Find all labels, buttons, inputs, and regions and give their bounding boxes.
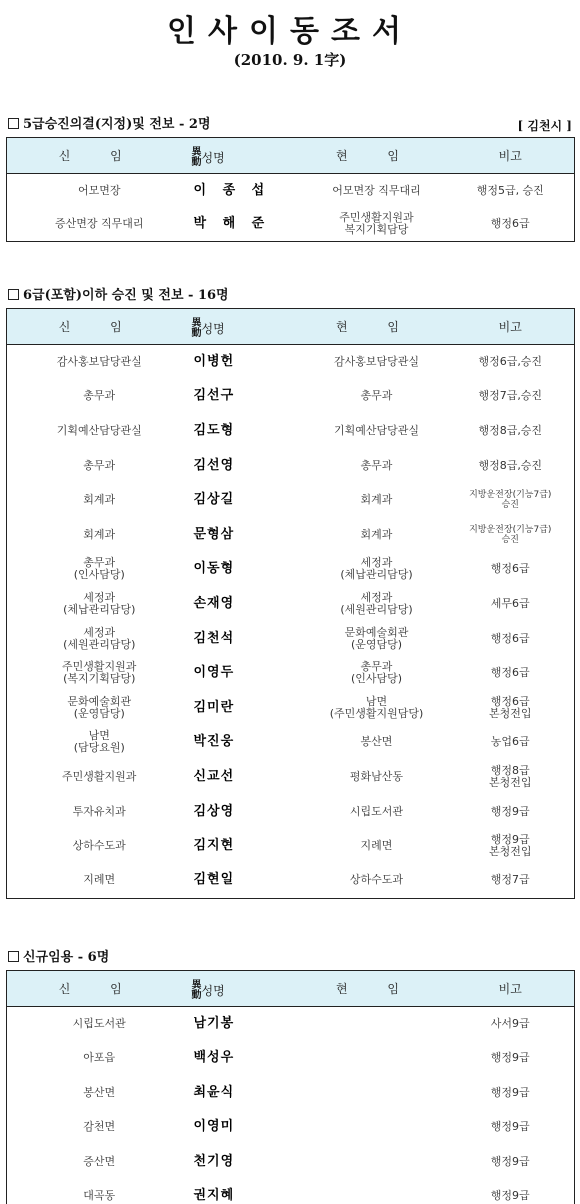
cell-new-post: 감사홍보담당관실 (56, 355, 142, 369)
cell-new-post: 대곡동 (83, 1189, 116, 1202)
checkbox-square-icon (8, 951, 19, 962)
section3-title: 신규임용 - 6명 (8, 946, 109, 965)
table-row (7, 1007, 575, 1042)
cell-name: 권지혜 (193, 1188, 235, 1203)
table-row (7, 345, 575, 380)
cell-name: 김지현 (193, 838, 235, 854)
table-row (7, 1110, 575, 1145)
cell-note: 행정5급, 승진 (476, 183, 544, 197)
cell-name: 백성우 (193, 1050, 235, 1066)
cell-new-post: 회계과 (83, 527, 116, 541)
cell-name: 박진웅 (193, 734, 235, 750)
cell-current-post (307, 1145, 447, 1180)
cell-name: 김미란 (193, 699, 235, 715)
table-row (7, 587, 575, 622)
cell-note: 행정8급,승진 (478, 458, 543, 472)
cell-note: 지방운전장(기능7급) 승진 (469, 524, 552, 545)
header-current-post: 현 임 (307, 971, 447, 1007)
cell-new-post: 총무과 (83, 389, 116, 403)
checkbox-square-icon (8, 118, 19, 129)
cell-current-post: 세정과 (세원관리담당) (340, 590, 413, 616)
table-row (7, 656, 575, 691)
table-row (7, 690, 575, 725)
cell-name: 박 해 준 (193, 216, 271, 232)
cell-note: 행정8급 본청전입 (488, 763, 532, 789)
cell-new-post: 시립도서관 (72, 1017, 126, 1030)
section2-title: 6급(포함)이하 승진 및 전보 - 16명 (8, 284, 229, 303)
cell-name: 이동형 (193, 561, 235, 577)
cell-name: 최윤식 (193, 1084, 235, 1100)
cell-name: 남기봉 (193, 1016, 235, 1031)
cell-name: 이영미 (193, 1119, 235, 1135)
seal-mark: 異動 (191, 979, 202, 1001)
header-name: 異動 성명 (192, 138, 307, 174)
issue-date: (2010. 9. 1字) (233, 51, 347, 69)
cell-name: 이병헌 (193, 354, 235, 370)
cell-note: 행정6급 (490, 631, 530, 645)
cell-current-post: 기획예산담당관실 (333, 423, 419, 437)
cell-current-post: 시립도서관 (349, 804, 404, 818)
header-note: 비고 (447, 309, 575, 345)
cell-current-post: 상하수도과 (349, 873, 404, 887)
table-header-row (7, 971, 575, 1007)
cell-current-post: 주민생활지원과 복지기획담당 (339, 211, 414, 237)
cell-note: 행정7급,승진 (478, 389, 543, 403)
table-row (7, 794, 575, 829)
cell-current-post: 회계과 (360, 493, 393, 507)
header-current-post: 현 임 (307, 138, 447, 174)
header-note: 비고 (447, 971, 575, 1007)
cell-current-post (307, 1007, 447, 1042)
page-title: 인사이동조서 (167, 14, 413, 49)
cell-name: 신교선 (193, 768, 235, 784)
checkbox-square-icon (8, 289, 19, 300)
cell-new-post: 봉산면 (83, 1085, 116, 1099)
cell-new-post: 증산면 (83, 1154, 116, 1168)
section3-table (6, 970, 575, 1204)
cell-new-post: 증산면장 직무대리 (54, 217, 144, 231)
cell-new-post: 투자유치과 (72, 804, 126, 818)
section1-table (6, 137, 575, 242)
cell-new-post: 상하수도과 (72, 839, 126, 853)
cell-current-post: 봉산면 (360, 735, 393, 749)
table-header-row (7, 309, 575, 345)
cell-note: 지방운전장(기능7급) 승진 (469, 490, 552, 511)
cell-current-post: 어모면장 직무대리 (332, 183, 421, 197)
header-note: 비고 (447, 138, 575, 174)
cell-note: 행정8급,승진 (478, 423, 543, 437)
cell-note: 행정9급 (490, 1085, 530, 1099)
cell-note: 행정9급 (490, 1051, 530, 1065)
cell-note: 행정9급 본청전입 (488, 833, 532, 859)
cell-current-post: 총무과 (인사담당) (350, 660, 403, 686)
seal-mark: 異動 (191, 146, 202, 168)
cell-current-post: 문화예술회관 (운영담당) (344, 625, 409, 651)
seal-mark: 異動 (191, 317, 202, 339)
section1-title: 5급승진의결(지정)및 전보 - 2명 (8, 113, 211, 132)
cell-name: 이영두 (193, 665, 235, 681)
cell-new-post: 남면 (담당요원) (73, 729, 125, 755)
cell-name: 김상길 (193, 492, 235, 508)
table-row (7, 174, 575, 208)
cell-name: 김도형 (193, 422, 235, 438)
table-row (7, 379, 575, 414)
cell-note: 행정7급 (490, 873, 530, 887)
cell-new-post: 세정과 (체납관리담당) (63, 590, 136, 616)
table-row (7, 863, 575, 898)
cell-new-post: 회계과 (83, 493, 116, 507)
cell-new-post: 문화예술회관 (운영담당) (67, 694, 132, 720)
header-name: 異動 성명 (192, 971, 307, 1007)
header-name: 異動 성명 (192, 309, 307, 345)
header-new-post: 신 임 (7, 309, 192, 345)
cell-note: 행정6급,승진 (478, 355, 543, 369)
cell-name: 김선구 (193, 388, 235, 404)
table-row (7, 1076, 575, 1111)
cell-name: 김선영 (193, 457, 235, 473)
cell-note: 사서9급 (490, 1017, 530, 1030)
cell-new-post: 주민생활지원과 (복지기획담당) (62, 660, 137, 686)
header-new-post: 신 임 (7, 138, 192, 174)
table-row (7, 621, 575, 656)
cell-current-post (307, 1076, 447, 1111)
section1-aside: [ 김천시 ] (517, 119, 572, 133)
cell-new-post: 총무과 (83, 458, 116, 472)
cell-current-post (307, 1179, 447, 1204)
cell-note: 행정9급 (490, 1154, 530, 1168)
cell-note: 행정6급 (490, 666, 530, 680)
cell-new-post: 감천면 (83, 1120, 116, 1134)
section2-table (6, 308, 575, 899)
cell-name: 손재영 (193, 595, 235, 611)
header-new-post: 신 임 (7, 971, 192, 1007)
cell-name: 김천석 (193, 630, 235, 646)
table-row (7, 414, 575, 449)
cell-note: 행정6급 (490, 562, 530, 576)
table-row (7, 483, 575, 518)
table-row (7, 1041, 575, 1076)
cell-current-post: 회계과 (360, 527, 393, 541)
cell-note: 행정6급 (490, 217, 530, 231)
cell-new-post: 아포읍 (83, 1051, 116, 1065)
table-header-row (7, 138, 575, 174)
cell-note: 농업6급 (490, 735, 530, 749)
cell-name: 문형삼 (193, 526, 235, 542)
cell-note: 행정6급 본청전입 (488, 694, 532, 720)
header-current-post: 현 임 (307, 309, 447, 345)
table-row (7, 1145, 575, 1180)
table-row (7, 517, 575, 552)
cell-note: 행정9급 (490, 804, 530, 818)
cell-note: 행정9급 (490, 1189, 530, 1202)
cell-current-post: 지례면 (360, 839, 393, 853)
cell-new-post: 어모면장 (77, 183, 121, 197)
cell-current-post (307, 1041, 447, 1076)
cell-name: 천기영 (193, 1153, 235, 1169)
table-row (7, 829, 575, 864)
cell-new-post: 기획예산담당관실 (56, 423, 142, 437)
cell-name: 김현일 (193, 872, 235, 888)
cell-name: 김상영 (193, 803, 235, 819)
cell-current-post: 총무과 (360, 389, 393, 403)
cell-current-post: 평화남산동 (349, 769, 404, 783)
cell-new-post: 총무과 (인사담당) (73, 556, 125, 582)
table-row (7, 760, 575, 795)
cell-current-post (307, 1110, 447, 1145)
cell-note: 세무6급 (490, 596, 530, 610)
cell-note: 행정9급 (490, 1120, 530, 1134)
cell-new-post: 지례면 (83, 873, 116, 887)
cell-current-post: 세정과 (체납관리담당) (340, 556, 413, 582)
cell-new-post: 세정과 (세원관리담당) (63, 625, 136, 651)
table-row (7, 725, 575, 760)
table-row (7, 208, 575, 242)
cell-name: 이 종 섭 (193, 182, 271, 198)
table-row (7, 552, 575, 587)
table-row (7, 448, 575, 483)
table-row (7, 1179, 575, 1204)
cell-current-post: 감사홍보담당관실 (333, 355, 419, 369)
cell-current-post: 총무과 (360, 458, 393, 472)
cell-current-post: 남면 (주민생활지원담당) (329, 694, 424, 720)
cell-new-post: 주민생활지원과 (62, 769, 137, 783)
